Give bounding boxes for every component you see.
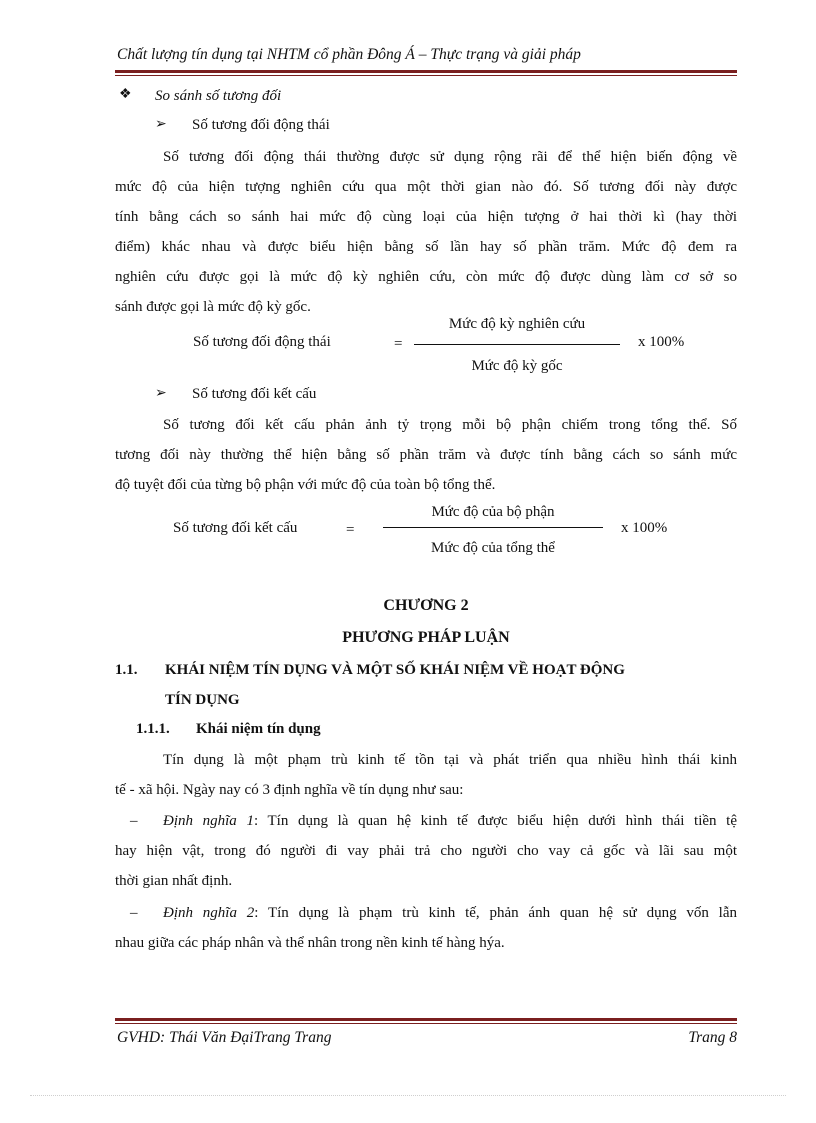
- subsection-title: Khái niệm tín dụng: [196, 721, 321, 737]
- formula-equals: =: [346, 522, 355, 538]
- footer-instructor: GVHD: Thái Văn ĐạiTrang Trang: [117, 1029, 332, 1046]
- paragraph-line: độ tuyệt đối của từng bộ phận với mức độ của toàn bộ tổng thể.: [115, 477, 496, 493]
- header-rule: [115, 70, 737, 73]
- formula-label: Số tương đối động thái: [193, 334, 331, 350]
- fraction-bar: [383, 527, 603, 528]
- header-rule-thin: [115, 75, 737, 76]
- paragraph-line: sánh được gọi là mức độ kỳ gốc.: [115, 299, 311, 315]
- definition-label: Định nghĩa 1: [163, 813, 254, 829]
- paragraph-line: nghiên cứu được gọi là mức độ kỳ nghiên cứu, còn mức độ được dùng làm cơ sở so: [115, 269, 737, 285]
- chapter-title: PHƯƠNG PHÁP LUẬN: [342, 629, 510, 646]
- subheading-dynamic: Số tương đối động thái: [192, 117, 330, 133]
- paragraph-line: mức độ của hiện tượng nghiên cứu qua một thời gian nào đó. Số tương đối này được: [115, 179, 737, 195]
- formula-equals: =: [394, 336, 403, 352]
- subsection-number: 1.1.1.: [136, 721, 170, 737]
- page-number: Trang 8: [688, 1029, 737, 1046]
- formula-numerator: Mức độ kỳ nghiên cứu: [448, 316, 586, 332]
- paragraph-line: Số tương đối động thái thường được sử dụng rộng rãi để thể hiện biến động về: [163, 149, 737, 165]
- section-title-line: KHÁI NIỆM TÍN DỤNG VÀ MỘT SỐ KHÁI NIỆM VỀ HOẠT ĐỘNG: [165, 662, 625, 678]
- dash-bullet-icon: –: [130, 813, 138, 829]
- formula-multiplier: x 100%: [638, 334, 685, 350]
- dash-bullet-icon: –: [130, 905, 138, 921]
- definition-line: [163, 903, 737, 923]
- paragraph-line: Số tương đối kết cấu phản ảnh tỷ trọng mỗi bộ phận chiếm trong tổng thể. Số: [163, 417, 737, 433]
- paragraph-line: tế - xã hội. Ngày nay có 3 định nghĩa về tín dụng như sau:: [115, 782, 464, 798]
- diamond-bullet-icon: ❖: [119, 87, 132, 102]
- paragraph-line: Tín dụng là một phạm trù kinh tế tồn tại và phát triển qua nhiều hình thái kinh: [163, 752, 737, 768]
- paragraph-line: tính bằng cách so sánh hai mức độ cùng loại của hiện tượng ở hai thời kì (hay thời: [115, 209, 737, 225]
- definition-label: Định nghĩa 2: [163, 905, 255, 921]
- definition-line: [163, 811, 737, 831]
- arrow-bullet-icon: ➢: [155, 386, 167, 401]
- section-number: 1.1.: [115, 662, 138, 678]
- subheading-compare: So sánh số tương đối: [155, 88, 282, 104]
- section-title-line: TÍN DỤNG: [165, 692, 240, 708]
- chapter-number: CHƯƠNG 2: [383, 597, 469, 614]
- paragraph-line: thời gian nhất định.: [115, 873, 233, 889]
- subheading-structure: Số tương đối kết cấu: [192, 386, 317, 402]
- definition-text: : Tín dụng là phạm trù kinh tế, phản ánh quan hệ sử dụng vốn lẫn: [254, 905, 737, 921]
- fraction-bar: [414, 344, 620, 345]
- footer-rule: [115, 1018, 737, 1021]
- arrow-bullet-icon: ➢: [155, 117, 167, 132]
- formula-numerator: Mức độ của bộ phận: [431, 504, 555, 520]
- formula-denominator: Mức độ của tổng thể: [431, 540, 555, 556]
- formula-multiplier: x 100%: [621, 520, 668, 536]
- header-title: Chất lượng tín dụng tại NHTM cổ phần Đông Á – Thực trạng và giải pháp: [117, 46, 581, 63]
- paragraph-line: tương đối này thường thể hiện bằng số phần trăm và được tính bằng cách so sánh mức: [115, 447, 737, 463]
- formula-label: Số tương đối kết cấu: [173, 520, 298, 536]
- paragraph-line: nhau giữa các pháp nhân và thể nhân trong nền kinh tế hàng hýa.: [115, 935, 505, 951]
- footer-rule-thin: [115, 1023, 737, 1024]
- definition-text: : Tín dụng là quan hệ kinh tế được biểu hiện dưới hình thái tiền tệ: [253, 813, 737, 829]
- page-edge-dots: [30, 1095, 786, 1096]
- formula-denominator: Mức độ kỳ gốc: [471, 358, 563, 374]
- paragraph-line: điểm) khác nhau và được biểu hiện bằng số lần hay số phần trăm. Mức độ đem ra: [115, 239, 737, 255]
- paragraph-line: hay hiện vật, trong đó người đi vay phải trả cho người cho vay cả gốc và lãi sau một: [115, 843, 737, 859]
